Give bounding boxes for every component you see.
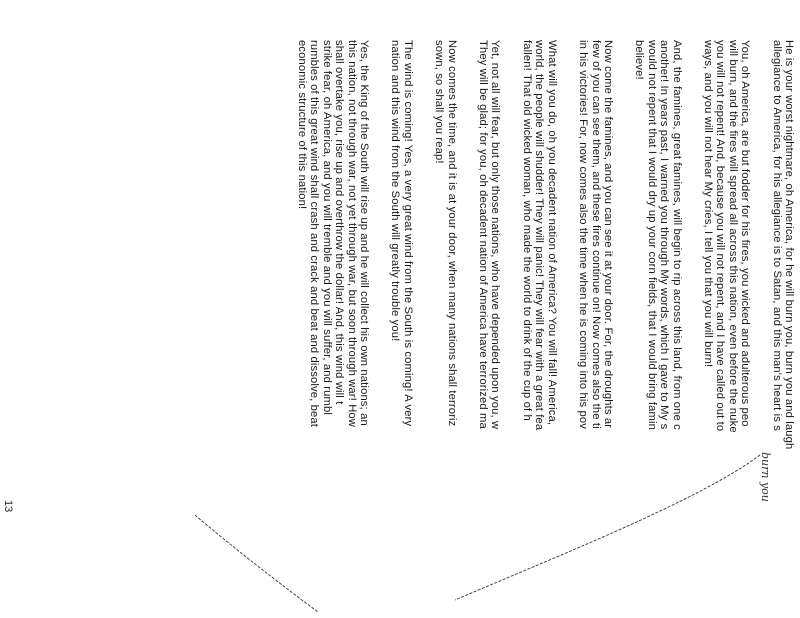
paragraph: Yes, the King of the South will rise up and he will collect his own nations; an this nation, not through war, not yet through war, but soon through war! How shall overtake you, rise up and overthrow the dollar! And, this wind will t strike fear, oh America, and you will tremble and you will suffer, and rumbl rumbles of this great wind shall crash and crack and beat and dissolve, beat economic structure of this nation! [296,40,371,428]
paragraph: You, oh America, are but fodder for his fires, you wicked and adulterous peo will burn, and the fires will spread all across this nation, even before the nuke you will not repent! And, because you will not repent, and I have called out to ways, and you will not hear My cries, I tell you that you will burn! [701,40,752,433]
pen-stroke [455,455,760,600]
paragraph: Yet, not all will fear, but only those nations, who have depended upon you, w They will be glad; for you, oh decadent nation of America have terrorized ma [477,40,502,430]
handwritten-annotation: burn you [759,452,772,502]
paragraph: Now come the famines, and you can see it at your door. For, the droughts ar few of you can see them, and these fires continue on! Now comes also the ti in his victories! For, now comes also the time when he is coming into his pov [577,40,614,429]
page-number: 13 [2,500,14,513]
pen-stroke [195,515,318,612]
paragraph: And, the famines, great famines, will begin to rip across this land, from one c another! In years past, I warned you through My words, which I gave to My s would not repent that I would dry up your corn fields, that I would bring famin believe! [633,40,683,430]
paragraph: What will you do, oh you decadent nation of America? You will fall! America, world, the people will shudder! They will panic! They will fear with a great fea fallen! That old wicked woman, who made the world to drink of the cup of h [520,40,558,431]
paragraph: He is your worst nightmare, oh America, for he will burn you, burn you and laugh allegiance to America, for his allegiance is to Satan, and this man's heart is s [770,40,795,450]
paragraph: Now comes the time, and it is at your door, when many nations shall terroriz sown, so shall you reap! [433,40,458,427]
paragraph: The wind is coming! Yes, a very great wind from the South is coming! A very nation and this wind from the South will greatly trouble you! [389,40,414,427]
